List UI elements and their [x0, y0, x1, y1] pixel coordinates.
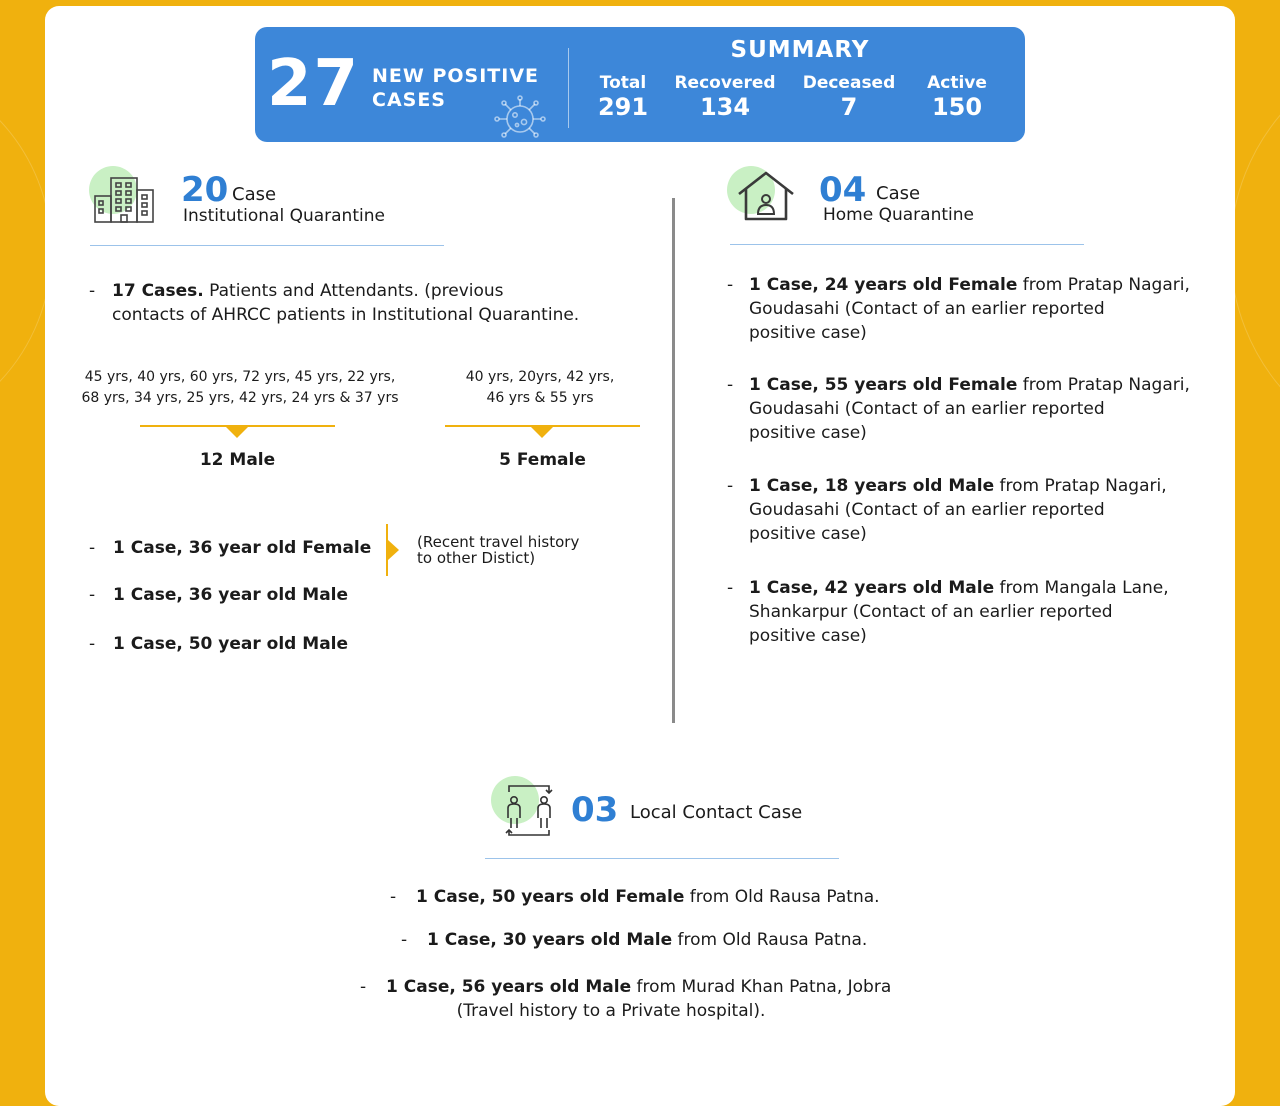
- virus-icon: [493, 95, 547, 141]
- bullet-dash: -: [89, 585, 96, 605]
- stat-total: Total 291: [597, 73, 649, 121]
- background-arc-right: [1230, 40, 1280, 462]
- bullet-dash: -: [401, 930, 408, 950]
- banner-divider: [568, 48, 569, 128]
- local-title: Local Contact Case: [630, 802, 803, 823]
- triangle-down-icon: [531, 427, 553, 438]
- male-ages: 45 yrs, 40 yrs, 60 yrs, 72 yrs, 45 yrs, 22 yrs, 68 yrs, 34 yrs, 25 yrs, 42 yrs, 24 yrs & 37 yrs: [81, 369, 399, 406]
- home-case-4: 1 Case, 42 years old Male from Mangala Lane, Shankarpur (Contact of an earlier reported positive case): [749, 578, 1169, 646]
- home-person-icon: [735, 170, 797, 222]
- new-positive-count: 27: [267, 47, 361, 121]
- bullet-dash: -: [89, 538, 96, 558]
- institutional-subtitle: Institutional Quarantine: [183, 206, 385, 226]
- home-count: 04: [819, 170, 867, 210]
- local-case-3: 1 Case, 56 years old Male from Murad Khan Patna, Jobra (Travel history to a Private hospital).: [386, 977, 892, 1021]
- home-case-3: 1 Case, 18 years old Male from Pratap Nagari, Goudasahi (Contact of an earlier reported positive case): [749, 476, 1167, 544]
- bullet-dash: -: [390, 887, 397, 907]
- home-case-2: 1 Case, 55 years old Female from Pratap Nagari, Goudasahi (Contact of an earlier reported positive case): [749, 375, 1190, 443]
- local-case-2: 1 Case, 30 years old Male from Old Rausa Patna.: [427, 930, 868, 950]
- bullet-dash: -: [89, 281, 96, 301]
- stat-deceased: Deceased 7: [802, 73, 896, 121]
- bullet-dash: -: [360, 977, 367, 997]
- institutional-underline: [90, 245, 444, 246]
- stat-active: Active 150: [927, 73, 987, 121]
- travel-note: (Recent travel history to other Distict): [417, 533, 580, 567]
- infographic-card: [45, 6, 1235, 1106]
- summary-title: SUMMARY: [730, 37, 870, 63]
- home-case-1: 1 Case, 24 years old Female from Pratap Nagari, Goudasahi (Contact of an earlier reported positive case): [749, 275, 1190, 343]
- person-contact-icon: [501, 784, 557, 838]
- institutional-count: 20: [181, 170, 229, 210]
- institutional-unit: Case: [232, 184, 277, 205]
- home-icon-wrap: [727, 166, 803, 226]
- home-underline: [730, 244, 1084, 245]
- home-subtitle: Home Quarantine: [823, 205, 974, 225]
- bullet-dash: -: [727, 578, 734, 598]
- bullet-dash: -: [89, 634, 96, 654]
- local-count: 03: [571, 790, 619, 830]
- triangle-down-icon: [226, 427, 248, 438]
- female-count-label: 5 Female: [499, 450, 586, 470]
- travel-case-2: 1 Case, 36 year old Male: [113, 585, 349, 605]
- bullet-dash: -: [727, 275, 734, 295]
- institutional-icon-wrap: [89, 166, 165, 226]
- travel-case-1: 1 Case, 36 year old Female: [113, 538, 372, 558]
- male-count-label: 12 Male: [199, 450, 276, 470]
- bullet-dash: -: [727, 375, 734, 395]
- new-positive-label: NEW POSITIVE CASES: [372, 65, 539, 111]
- bullet-dash: -: [727, 476, 734, 496]
- home-unit: Case: [876, 183, 921, 204]
- column-divider: [672, 198, 675, 723]
- local-icon-wrap: [491, 776, 561, 838]
- female-ages: 40 yrs, 20yrs, 42 yrs, 46 yrs & 55 yrs: [465, 369, 615, 406]
- travel-case-3: 1 Case, 50 year old Male: [113, 634, 349, 654]
- local-underline: [485, 858, 839, 859]
- institutional-intro: 17 Cases. Patients and Attendants. (previous contacts of AHRCC patients in Institutional Quarantine.: [112, 281, 580, 325]
- stat-recovered: Recovered 134: [674, 73, 776, 121]
- local-case-1: 1 Case, 50 years old Female from Old Rausa Patna.: [416, 887, 880, 907]
- arrow-right-icon: [385, 522, 405, 578]
- hospital-building-icon: [93, 176, 157, 224]
- summary-banner: [255, 27, 1025, 142]
